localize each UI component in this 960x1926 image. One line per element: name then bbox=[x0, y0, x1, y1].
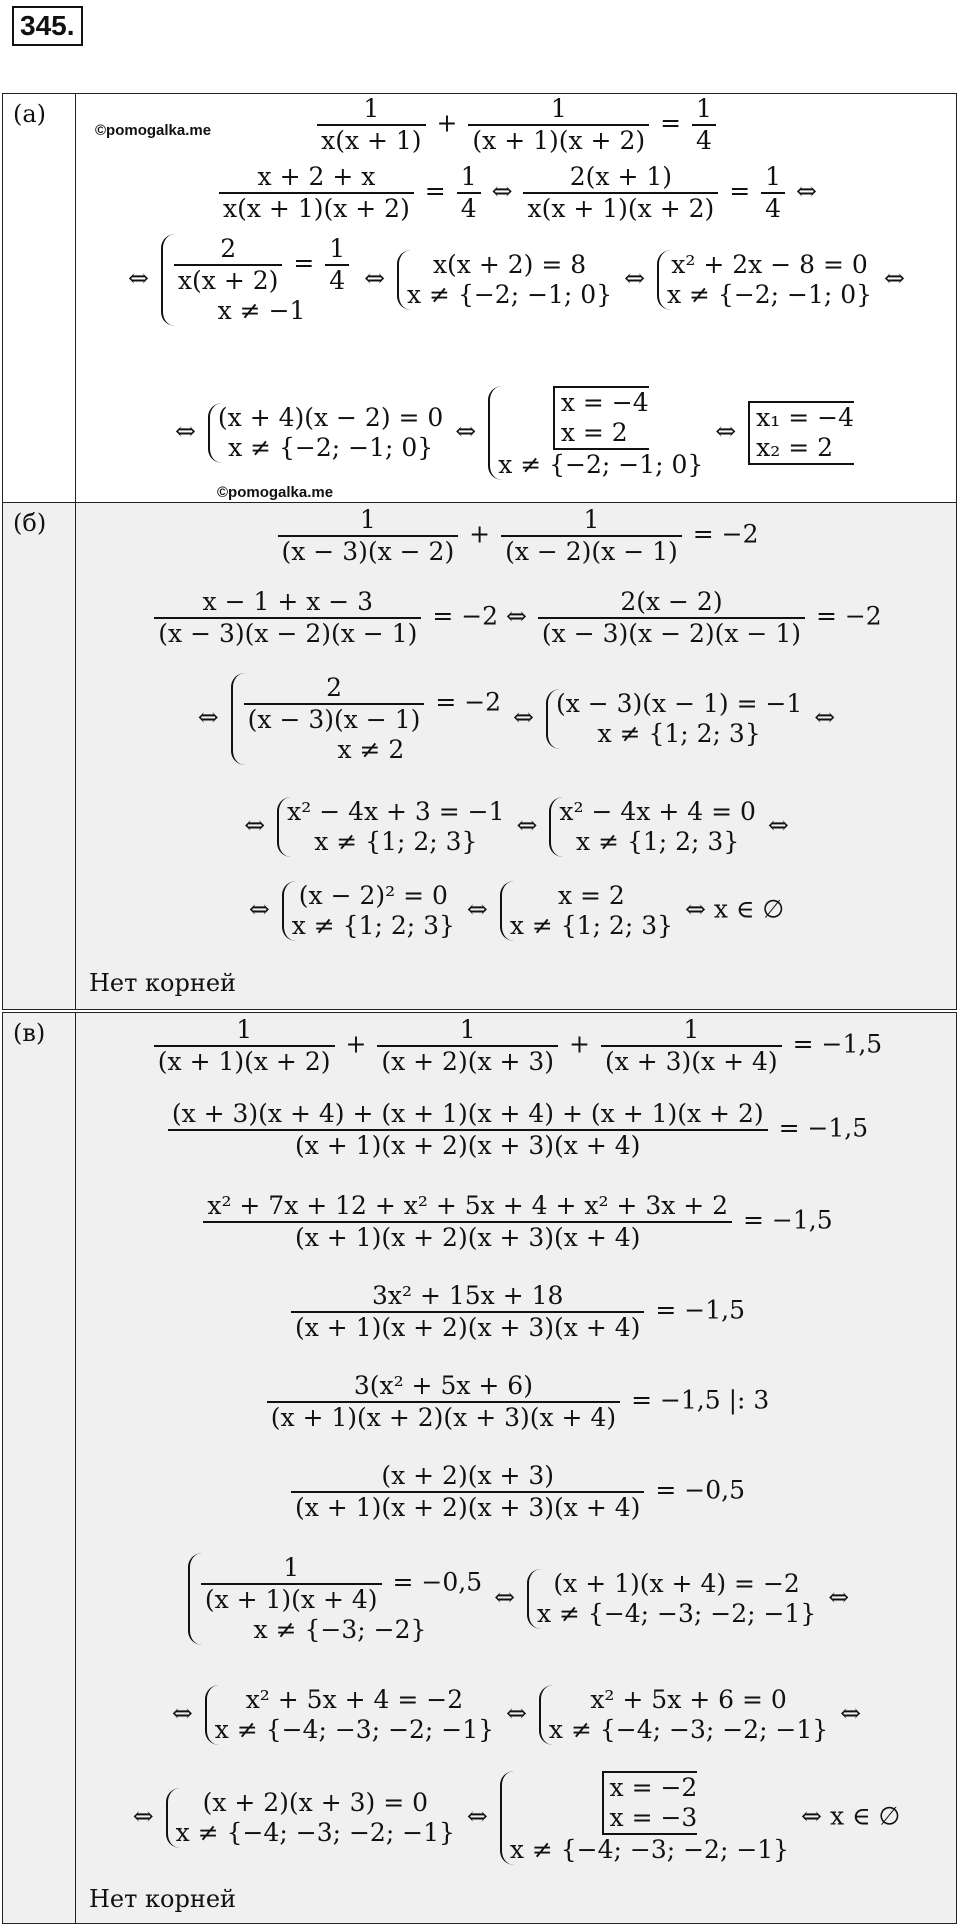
equation-line: $\frac{(x + 3)(x + 4) + (x + 1)(x + 4) + (x + 1)(x + 2)}{(x + 1)(x + 2)(x + 3)(x + 4)}$ = −1,5 bbox=[77, 1099, 956, 1161]
equation-line: ⇔ x² + 5x + 4 = −2 x ≠ {−4; −3; −2; −1} ⇔ x² + 5x + 6 = 0 x ≠ {−4; −3; −2; −1} ⇔ bbox=[171, 1685, 862, 1744]
solution-set: x = −4 x = 2 bbox=[553, 386, 649, 450]
fraction: $\frac{1}{4}$ bbox=[692, 94, 716, 156]
equation-line: $\frac{1}{(x - 3)(x - 2)}$ + $\frac{1}{(x - 2)(x - 1)}$ = −2 bbox=[77, 505, 956, 567]
fraction: $\frac{(x + 2)(x + 3)}{(x + 1)(x + 2)(x + 3)(x + 4)}$ bbox=[291, 1461, 644, 1523]
system: x² + 5x + 4 = −2 x ≠ {−4; −3; −2; −1} bbox=[205, 1685, 494, 1745]
system: x² − 4x + 3 = −1 x ≠ {1; 2; 3} bbox=[277, 797, 504, 857]
solution-set: x = −2 x = −3 bbox=[602, 1771, 698, 1835]
system: $\frac{1}{(x + 1)(x + 4)}$ = −0,5 x ≠ {−3; −2} bbox=[188, 1553, 482, 1645]
equation-line: ⇔ (x − 2)² = 0 x ≠ {1; 2; 3} ⇔ x = 2 x ≠ {1; 2; 3} ⇔ x ∈ ∅ bbox=[248, 881, 785, 940]
system: (x + 2)(x + 3) = 0 x ≠ {−4; −3; −2; −1} bbox=[166, 1788, 455, 1848]
fraction: $\frac{x - 1 + x - 3}{(x - 3)(x - 2)(x - 1)}$ bbox=[154, 587, 421, 649]
part-label: (а) bbox=[13, 100, 47, 128]
fraction: $\frac{(x + 3)(x + 4) + (x + 1)(x + 4) + (x + 1)(x + 2)}{(x + 1)(x + 2)(x + 3)(x + 4)}$ bbox=[168, 1099, 768, 1161]
fraction: $\frac{1}{(x + 2)(x + 3)}$ bbox=[377, 1015, 558, 1077]
equation-line: $\frac{x + 2 + x}{x(x + 1)(x + 2)}$ = $\frac{1}{4}$ ⇔ $\frac{2(x + 1)}{x(x + 1)(x + 2)}$ = $\frac{1}{4}$ ⇔ bbox=[77, 162, 956, 224]
fraction: $\frac{\text{x² + 7x + 12 + x² + 5x + 4 + x² + 3x + 2}}{(x + 1)(x + 2)(x + 3)(x + 4)}$ bbox=[203, 1191, 732, 1253]
part-b-content bbox=[77, 503, 956, 1009]
system: $\frac{2}{(x - 3)(x - 1)}$ = −2 x ≠ 2 bbox=[231, 673, 501, 765]
part-c bbox=[2, 1012, 957, 1924]
system: x = −4 x = 2 x ≠ {−2; −1; 0} bbox=[488, 386, 703, 480]
equation-line: $\frac{(x + 2)(x + 3)}{(x + 1)(x + 2)(x + 3)(x + 4)}$ = −0,5 bbox=[77, 1461, 956, 1523]
system: $\frac{2}{x(x + 2)}$ = $\frac{1}{4}$ x ≠ −1 bbox=[161, 234, 352, 326]
equation-line: ⇔ $\frac{2}{x(x + 2)}$ = $\frac{1}{4}$ x ≠ −1 ⇔ x(x + 2) = 8 x ≠ {−2; −1; 0} ⇔ x² + 2x − 8 = 0 x ≠ {−2; −1; 0} ⇔ bbox=[128, 234, 905, 325]
system: x = −2 x = −3 x ≠ {−4; −3; −2; −1} bbox=[500, 1771, 789, 1865]
fraction: $\frac{2}{x(x + 2)}$ bbox=[174, 234, 282, 296]
label-column bbox=[3, 94, 76, 502]
equation-line: $\frac{\text{x² + 7x + 12 + x² + 5x + 4 + x² + 3x + 2}}{(x + 1)(x + 2)(x + 3)(x + 4)}$ = −1,5 bbox=[77, 1191, 956, 1253]
fraction: $\frac{x + 2 + x}{x(x + 1)(x + 2)}$ bbox=[219, 162, 414, 224]
equation-line: ⇔ $\frac{2}{(x - 3)(x - 1)}$ = −2 x ≠ 2 ⇔ (x − 3)(x − 1) = −1 x ≠ {1; 2; 3} ⇔ bbox=[197, 673, 836, 764]
label-column bbox=[3, 503, 76, 1009]
equation-line: $\frac{1}{x(x + 1)}$ + $\frac{1}{(x + 1)(x + 2)}$ = $\frac{1}{4}$ bbox=[77, 94, 956, 156]
equation-line: $\frac{\text{3(x² + 5x + 6)}}{(x + 1)(x + 2)(x + 3)(x + 4)}$ = −1,5 |: 3 bbox=[77, 1371, 956, 1433]
part-label: (в) bbox=[13, 1019, 46, 1047]
system: (x − 3)(x − 1) = −1 x ≠ {1; 2; 3} bbox=[546, 689, 802, 749]
fraction: $\frac{1}{(x + 1)(x + 2)}$ bbox=[468, 94, 649, 156]
solution-set: x₁ = −4 x₂ = 2 bbox=[748, 401, 854, 465]
part-label: (б) bbox=[13, 509, 47, 537]
system: (x + 4)(x − 2) = 0 x ≠ {−2; −1; 0} bbox=[208, 403, 443, 463]
fraction: $\frac{1}{4}$ bbox=[761, 162, 785, 224]
equation-line: $\frac{\text{3x² + 15x + 18}}{(x + 1)(x + 2)(x + 3)(x + 4)}$ = −1,5 bbox=[77, 1281, 956, 1343]
system: x² − 4x + 4 = 0 x ≠ {1; 2; 3} bbox=[549, 797, 755, 857]
answer-text: Нет корней bbox=[89, 969, 237, 997]
system: x² + 2x − 8 = 0 x ≠ {−2; −1; 0} bbox=[657, 250, 872, 310]
equation-line: ⇔ (x + 4)(x − 2) = 0 x ≠ {−2; −1; 0} ⇔ x = −4 x = 2 x ≠ {−2; −1; 0} ⇔ x₁ = −4 x₂ = 2 bbox=[174, 388, 854, 479]
equation-line: ⇔ x² − 4x + 3 = −1 x ≠ {1; 2; 3} ⇔ x² − 4x + 4 = 0 x ≠ {1; 2; 3} ⇔ bbox=[244, 797, 789, 856]
watermark: ©pomogalka.me bbox=[217, 484, 334, 501]
fraction: $\frac{1}{x(x + 1)}$ bbox=[317, 94, 425, 156]
system: x = 2 x ≠ {1; 2; 3} bbox=[500, 881, 673, 941]
equation-line: ⇔ (x + 2)(x + 3) = 0 x ≠ {−4; −3; −2; −1} ⇔ x = −2 x = −3 x ≠ {−4; −3; −2; −1} ⇔ x ∈ ∅ bbox=[132, 1773, 901, 1864]
fraction: $\frac{2(x - 2)}{(x - 3)(x - 2)(x - 1)}$ bbox=[538, 587, 805, 649]
fraction: $\frac{2(x + 1)}{x(x + 1)(x + 2)}$ bbox=[523, 162, 718, 224]
fraction: $\frac{1}{(x + 1)(x + 4)}$ bbox=[201, 1553, 382, 1615]
system: (x + 1)(x + 4) = −2 x ≠ {−4; −3; −2; −1} bbox=[527, 1569, 816, 1629]
system: x² + 5x + 6 = 0 x ≠ {−4; −3; −2; −1} bbox=[539, 1685, 828, 1745]
equation-line: $\frac{1}{(x + 1)(x + 4)}$ = −0,5 x ≠ {−3; −2} ⇔ (x + 1)(x + 4) = −2 x ≠ {−4; −3; −2; −1} ⇔ bbox=[77, 1553, 956, 1645]
equation-line: $\frac{1}{(x + 1)(x + 2)}$ + $\frac{1}{(x + 2)(x + 3)}$ + $\frac{1}{(x + 3)(x + 4)}$ = −1,5 bbox=[77, 1015, 956, 1077]
fraction: $\frac{\text{3x² + 15x + 18}}{(x + 1)(x + 2)(x + 3)(x + 4)}$ bbox=[291, 1281, 644, 1343]
fraction: $\frac{1}{(x - 2)(x - 1)}$ bbox=[501, 505, 682, 567]
fraction: $\frac{2}{(x - 3)(x - 1)}$ bbox=[244, 673, 425, 735]
fraction: $\frac{\text{3(x² + 5x + 6)}}{(x + 1)(x + 2)(x + 3)(x + 4)}$ bbox=[267, 1371, 620, 1433]
fraction: $\frac{1}{(x + 1)(x + 2)}$ bbox=[154, 1015, 335, 1077]
system: x(x + 2) = 8 x ≠ {−2; −1; 0} bbox=[397, 250, 612, 310]
label-column bbox=[3, 1013, 76, 1923]
fraction: $\frac{1}{4}$ bbox=[457, 162, 481, 224]
system: (x − 2)² = 0 x ≠ {1; 2; 3} bbox=[282, 881, 455, 941]
part-a-content bbox=[77, 94, 956, 502]
watermark: ©pomogalka.me bbox=[95, 122, 212, 139]
equation-line: $\frac{x - 1 + x - 3}{(x - 3)(x - 2)(x - 1)}$ = −2 ⇔ $\frac{2(x - 2)}{(x - 3)(x - 2)(x - 1)}$ = −2 bbox=[77, 587, 956, 649]
part-c-content bbox=[77, 1013, 956, 1923]
fraction: $\frac{1}{4}$ bbox=[325, 234, 349, 296]
fraction: $\frac{1}{(x - 3)(x - 2)}$ bbox=[278, 505, 459, 567]
part-b bbox=[2, 502, 957, 1010]
problem-number: 345. bbox=[12, 6, 83, 46]
part-a bbox=[2, 93, 957, 503]
answer-text: Нет корней bbox=[89, 1885, 237, 1913]
fraction: $\frac{1}{(x + 3)(x + 4)}$ bbox=[601, 1015, 782, 1077]
